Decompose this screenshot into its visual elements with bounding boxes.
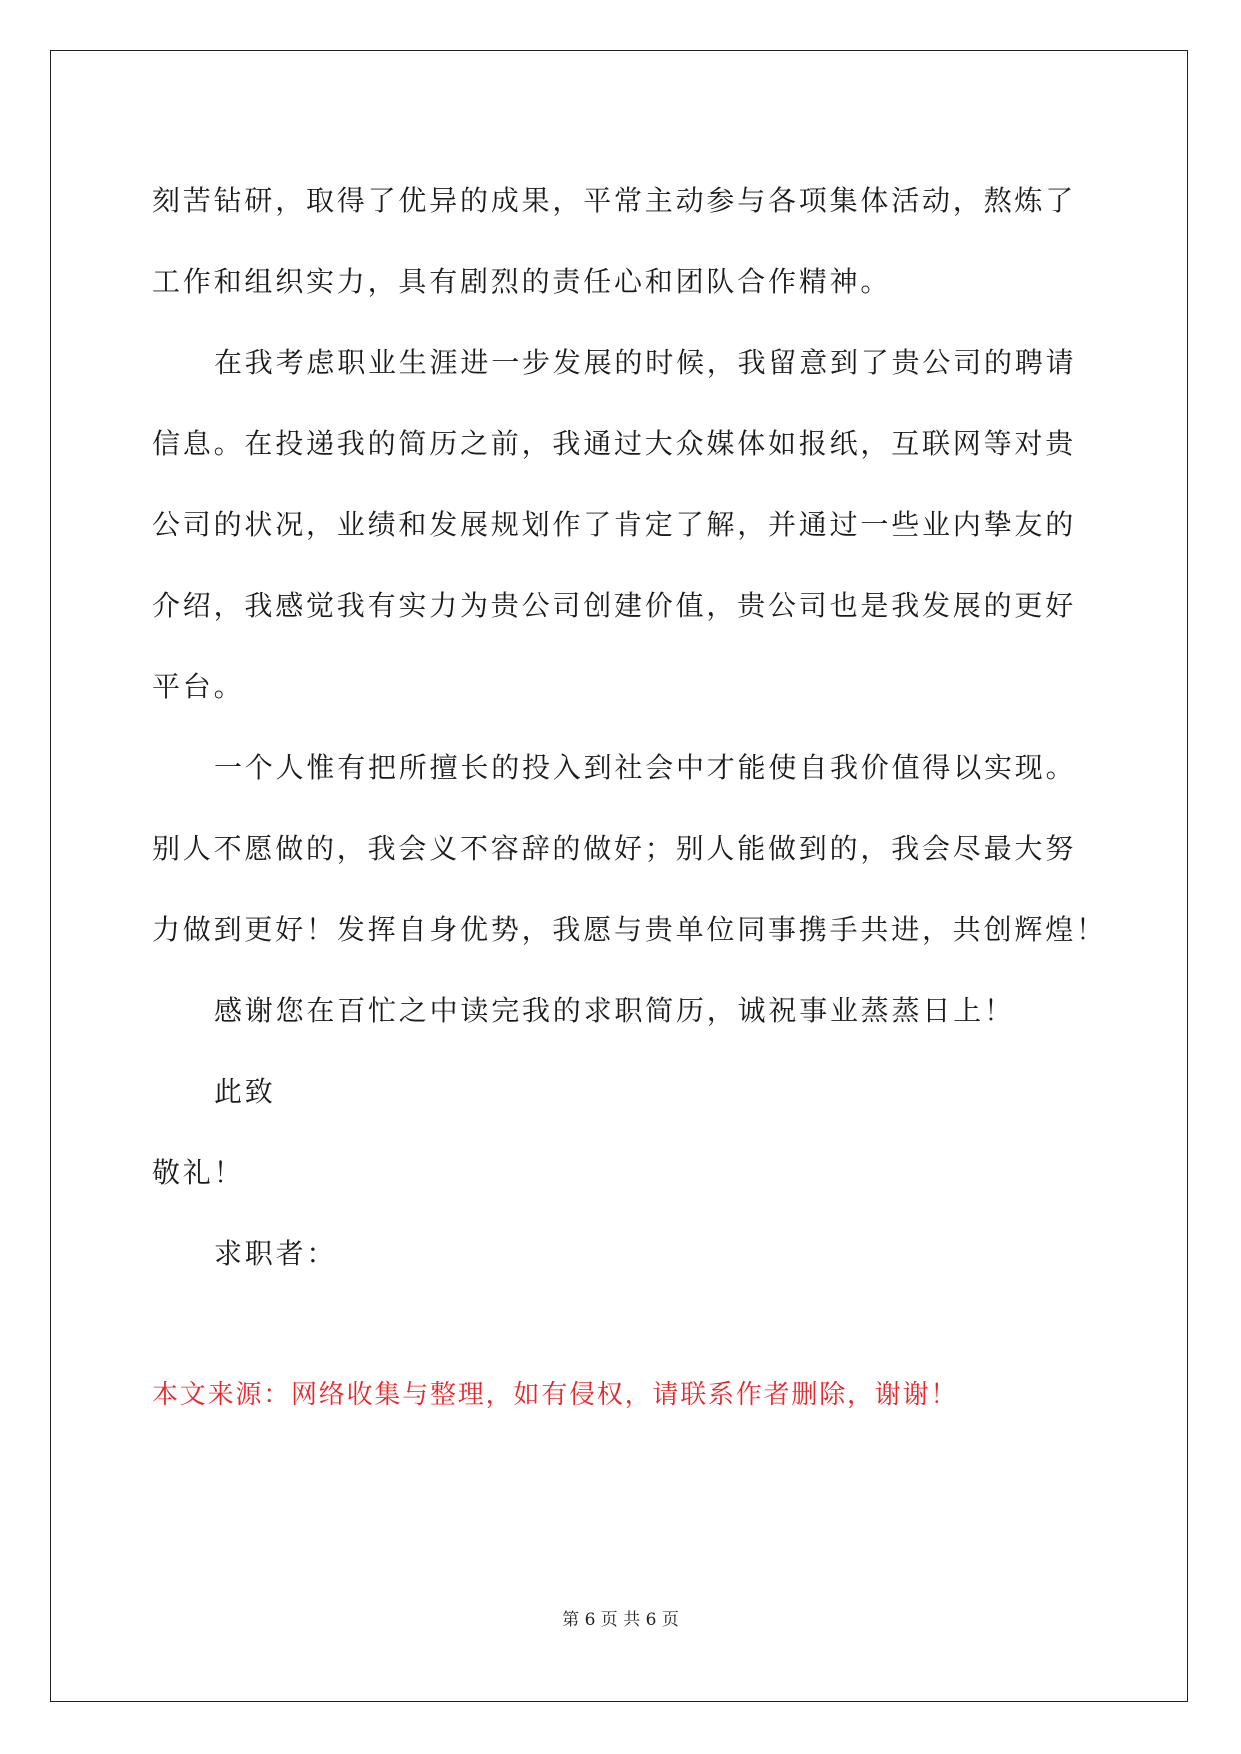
body-line-4: 信息。在投递我的简历之前，我通过大众媒体如报纸，互联网等对贵	[152, 427, 1077, 460]
body-line-10: 力做到更好！发挥自身优势，我愿与贵单位同事携手共进，共创辉煌！	[152, 913, 1107, 946]
salutation-line: 此致	[214, 1075, 276, 1108]
body-line-1: 刻苦钻研，取得了优异的成果，平常主动参与各项集体活动，熬炼了	[152, 184, 1077, 217]
body-line-3: 在我考虑职业生涯进一步发展的时候，我留意到了贵公司的聘请	[214, 346, 1077, 379]
body-line-11: 感谢您在百忙之中读完我的求职简历，诚祝事业蒸蒸日上！	[214, 994, 1015, 1027]
body-line-5: 公司的状况，业绩和发展规划作了肯定了解，并通过一些业内挚友的	[152, 508, 1077, 541]
body-line-7: 平台。	[152, 670, 245, 703]
regards-line: 敬礼！	[152, 1156, 245, 1189]
signature-line: 求职者：	[214, 1237, 338, 1270]
body-line-2: 工作和组织实力，具有剧烈的责任心和团队合作精神。	[152, 265, 892, 298]
page-footer: 第 6 页 共 6 页	[562, 1610, 679, 1630]
body-line-6: 介绍，我感觉我有实力为贵公司创建价值，贵公司也是我发展的更好	[152, 589, 1077, 622]
body-line-9: 别人不愿做的，我会义不容辞的做好；别人能做到的，我会尽最大努	[152, 832, 1077, 865]
source-note: 本文来源：网络收集与整理，如有侵权，请联系作者删除，谢谢！	[152, 1380, 959, 1410]
body-line-8: 一个人惟有把所擅长的投入到社会中才能使自我价值得以实现。	[214, 751, 1077, 784]
letter-body	[152, 160, 1107, 1294]
